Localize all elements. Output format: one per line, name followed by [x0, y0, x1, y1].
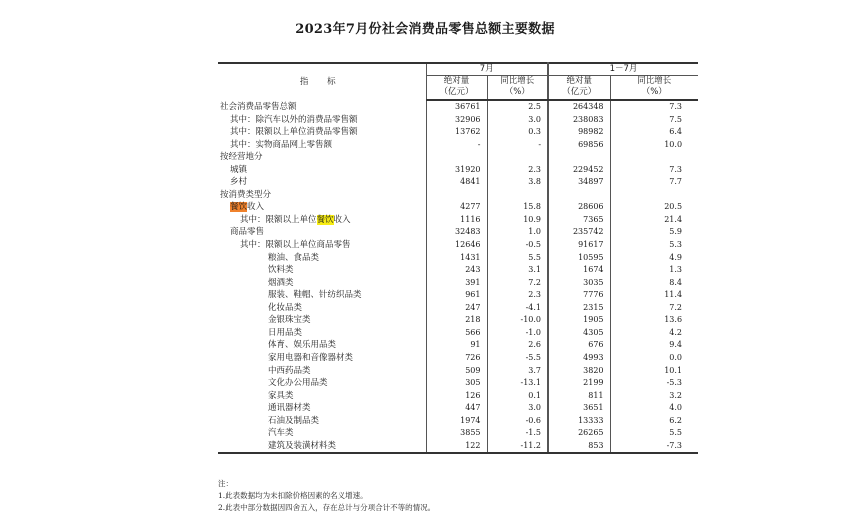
table-row	[218, 314, 698, 327]
ytd-group-header: 1－7月	[548, 63, 698, 76]
row-label: 其中：实物商品网上零售额	[218, 139, 426, 152]
table-row	[218, 239, 698, 252]
ytd-abs-cell: 3651	[548, 402, 610, 415]
table-row	[218, 114, 698, 127]
table-row	[218, 226, 698, 239]
table-body	[218, 100, 698, 453]
row-label: 通讯器材类	[218, 402, 426, 415]
month-group-header: 7月	[426, 63, 548, 76]
month-yoy-cell: 3.7	[487, 364, 548, 377]
month-yoy-cell: 3.8	[487, 176, 548, 189]
search-highlight: 餐饮	[316, 214, 334, 225]
month-abs-cell: 32906	[426, 114, 487, 127]
month-yoy-cell	[487, 189, 548, 202]
month-abs-cell: 36761	[426, 100, 487, 114]
month-abs-cell: 566	[426, 327, 487, 340]
month-abs-cell: 3855	[426, 427, 487, 440]
month-abs-cell: 447	[426, 402, 487, 415]
month-abs-cell: 1974	[426, 415, 487, 428]
label-text: 其中：限额以上单位	[240, 214, 317, 225]
ytd-abs-cell: 853	[548, 440, 610, 454]
ytd-yoy-cell: 3.2	[669, 390, 683, 400]
ytd-abs-cell	[548, 189, 610, 202]
row-label: 按经营地分	[218, 151, 426, 164]
notes-heading: 注：	[218, 479, 233, 488]
table-row	[218, 402, 698, 415]
ytd-abs-cell: 28606	[548, 201, 610, 214]
table-row	[218, 201, 698, 214]
row-label: 化妆品类	[218, 302, 426, 315]
month-yoy-cell: -11.2	[487, 440, 548, 454]
footnotes	[218, 478, 435, 514]
row-label: 金银珠宝类	[218, 314, 426, 327]
month-abs-cell: 4841	[426, 176, 487, 189]
retail-sales-table	[218, 62, 698, 454]
ytd-abs-cell: 1905	[548, 314, 610, 327]
row-label: 粮油、食品类	[218, 252, 426, 265]
table-row	[218, 264, 698, 277]
ytd-abs-cell: 1674	[548, 264, 610, 277]
ytd-abs-cell: 69856	[548, 139, 610, 152]
ytd-abs-cell: 10595	[548, 252, 610, 265]
month-yoy-cell: -1.5	[487, 427, 548, 440]
month-abs-cell: 13762	[426, 126, 487, 139]
month-abs-cell: 509	[426, 364, 487, 377]
ytd-yoy-cell: 5.3	[669, 240, 683, 250]
month-abs-cell: 1116	[426, 214, 487, 227]
month-abs-cell: 247	[426, 302, 487, 315]
ytd-abs-cell: 235742	[548, 226, 610, 239]
month-yoy-cell: 10.9	[487, 214, 548, 227]
row-label: 其中：除汽车以外的消费品零售额	[218, 114, 426, 127]
row-label	[218, 214, 426, 227]
ytd-abs-cell: 3035	[548, 277, 610, 290]
ytd-abs-cell: 7365	[548, 214, 610, 227]
row-label: 日用品类	[218, 327, 426, 340]
table-row	[218, 427, 698, 440]
row-label: 按消费类型分	[218, 189, 426, 202]
ytd-yoy-cell: 7.3	[669, 102, 683, 112]
ytd-abs-cell: 811	[548, 390, 610, 403]
row-label: 文化办公用品类	[218, 377, 426, 390]
month-abs-cell: 126	[426, 390, 487, 403]
month-abs-cell: 122	[426, 440, 487, 454]
month-abs-cell: 961	[426, 289, 487, 302]
month-yoy-cell: -	[487, 139, 548, 152]
table-row	[218, 390, 698, 403]
row-label	[218, 201, 426, 214]
month-abs-cell: 91	[426, 339, 487, 352]
month-abs-cell: 31920	[426, 164, 487, 177]
month-yoy-cell: 3.0	[487, 114, 548, 127]
table-row	[218, 339, 698, 352]
table-row	[218, 126, 698, 139]
month-yoy-cell: 15.8	[487, 201, 548, 214]
ytd-abs-cell: 4993	[548, 352, 610, 365]
ytd-abs-cell: 229452	[548, 164, 610, 177]
ytd-abs-cell: 676	[548, 339, 610, 352]
ytd-yoy-cell: 6.2	[669, 415, 683, 425]
ytd-yoy-cell: 10.0	[664, 139, 683, 149]
indicator-header: 指 标	[218, 63, 426, 100]
table-row	[218, 277, 698, 290]
table-row	[218, 252, 698, 265]
row-label: 商品零售	[218, 226, 426, 239]
row-label: 其中：限额以上单位消费品零售额	[218, 126, 426, 139]
ytd-abs-cell: 264348	[548, 100, 610, 114]
table-row	[218, 289, 698, 302]
month-yoy-cell	[487, 151, 548, 164]
ytd-abs-cell: 2315	[548, 302, 610, 315]
month-abs-cell: -	[426, 139, 487, 152]
ytd-abs-cell: 34897	[548, 176, 610, 189]
table-row	[218, 164, 698, 177]
month-yoy-cell: -10.0	[487, 314, 548, 327]
month-yoy-cell: -0.6	[487, 415, 548, 428]
table-row	[218, 139, 698, 152]
month-abs-cell: 305	[426, 377, 487, 390]
table-row	[218, 189, 698, 202]
ytd-yoy-cell: 0.0	[669, 352, 683, 362]
month-yoy-cell: 3.0	[487, 402, 548, 415]
ytd-yoy-cell: 10.1	[664, 365, 683, 375]
search-highlight: 餐饮	[230, 202, 248, 213]
table-row	[218, 302, 698, 315]
row-label: 烟酒类	[218, 277, 426, 290]
ytd-yoy-cell: 7.3	[669, 164, 683, 174]
month-yoy-cell: 5.5	[487, 252, 548, 265]
row-label: 乡村	[218, 176, 426, 189]
month-yoy-cell: 0.3	[487, 126, 548, 139]
ytd-yoy-cell: 4.9	[669, 252, 683, 262]
label-text: 收入	[333, 214, 351, 225]
ytd-abs-cell	[548, 151, 610, 164]
row-label: 其中：限额以上单位商品零售	[218, 239, 426, 252]
month-yoy-cell: -4.1	[487, 302, 548, 315]
month-abs-cell: 4277	[426, 201, 487, 214]
month-abs-cell: 243	[426, 264, 487, 277]
month-yoy-cell: 0.1	[487, 390, 548, 403]
month-abs-cell: 218	[426, 314, 487, 327]
table-row	[218, 214, 698, 227]
page-title: 2023年7月份社会消费品零售总额主要数据	[295, 22, 555, 37]
table-row	[218, 327, 698, 340]
ytd-yoy-cell: 20.5	[664, 202, 683, 212]
table-row	[218, 176, 698, 189]
ytd-abs-cell: 2199	[548, 377, 610, 390]
ytd-yoy-cell: 13.6	[664, 315, 683, 325]
ytd-abs-cell: 91617	[548, 239, 610, 252]
month-yoy-cell: 2.3	[487, 289, 548, 302]
ytd-yoy-cell	[610, 151, 698, 164]
ytd-yoy-cell: 5.5	[669, 428, 683, 438]
ytd-yoy-cell: 9.4	[669, 340, 683, 350]
ytd-yoy-header: 同比增长 （%）	[610, 76, 698, 101]
table-row	[218, 352, 698, 365]
row-label: 家具类	[218, 390, 426, 403]
ytd-yoy-cell: 4.0	[669, 403, 683, 413]
note-item: 2.此表中部分数据因四舍五入，存在总计与分项合计不等的情况。	[218, 503, 436, 512]
ytd-abs-cell: 98982	[548, 126, 610, 139]
month-abs-cell: 1431	[426, 252, 487, 265]
table-row	[218, 415, 698, 428]
month-abs-cell: 726	[426, 352, 487, 365]
ytd-yoy-cell: 1.3	[669, 265, 683, 275]
ytd-abs-cell: 13333	[548, 415, 610, 428]
month-abs-cell: 12646	[426, 239, 487, 252]
month-yoy-cell: -1.0	[487, 327, 548, 340]
ytd-yoy-cell: 6.4	[669, 127, 683, 137]
ytd-yoy-cell: 4.2	[669, 327, 683, 337]
ytd-abs-cell: 3820	[548, 364, 610, 377]
month-yoy-cell: 2.5	[487, 100, 548, 114]
ytd-yoy-cell: 11.4	[664, 290, 683, 300]
row-label: 中西药品类	[218, 364, 426, 377]
row-label: 城镇	[218, 164, 426, 177]
month-yoy-cell: 2.3	[487, 164, 548, 177]
row-label: 体育、娱乐用品类	[218, 339, 426, 352]
ytd-abs-header: 绝对量 （亿元）	[548, 76, 610, 101]
ytd-yoy-cell: 7.2	[669, 302, 683, 312]
ytd-abs-cell: 7776	[548, 289, 610, 302]
month-yoy-cell: 3.1	[487, 264, 548, 277]
month-yoy-header: 同比增长 （%）	[487, 76, 548, 101]
month-yoy-cell: -0.5	[487, 239, 548, 252]
month-abs-header: 绝对量 （亿元）	[426, 76, 487, 101]
month-yoy-cell: -5.5	[487, 352, 548, 365]
ytd-yoy-cell: -7.3	[610, 440, 698, 454]
month-yoy-cell: 1.0	[487, 226, 548, 239]
ytd-yoy-cell: 5.9	[669, 227, 683, 237]
ytd-yoy-cell: 8.4	[669, 277, 683, 287]
ytd-yoy-cell: -5.3	[666, 378, 683, 388]
row-label: 饮料类	[218, 264, 426, 277]
label-text: 收入	[247, 202, 265, 213]
month-abs-cell: 32483	[426, 226, 487, 239]
ytd-yoy-cell: 7.7	[669, 177, 683, 187]
note-item: 1.此表数据均为未扣除价格因素的名义增速。	[218, 491, 368, 500]
row-label: 社会消费品零售总额	[218, 100, 426, 114]
table-row	[218, 364, 698, 377]
ytd-yoy-cell: 7.5	[669, 114, 683, 124]
month-yoy-cell: 2.6	[487, 339, 548, 352]
table-row	[218, 100, 698, 114]
table-row	[218, 440, 698, 454]
month-abs-cell	[426, 151, 487, 164]
ytd-abs-cell: 4305	[548, 327, 610, 340]
month-yoy-cell: 7.2	[487, 277, 548, 290]
ytd-abs-cell: 238083	[548, 114, 610, 127]
month-abs-cell	[426, 189, 487, 202]
ytd-abs-cell: 26265	[548, 427, 610, 440]
ytd-yoy-cell	[610, 189, 698, 202]
table-row	[218, 151, 698, 164]
row-label: 建筑及装潢材料类	[218, 440, 426, 454]
month-yoy-cell: -13.1	[487, 377, 548, 390]
ytd-yoy-cell: 21.4	[664, 214, 683, 224]
table-row	[218, 377, 698, 390]
month-abs-cell: 391	[426, 277, 487, 290]
row-label: 汽车类	[218, 427, 426, 440]
row-label: 家用电器和音像器材类	[218, 352, 426, 365]
row-label: 服装、鞋帽、针纺织品类	[218, 289, 426, 302]
row-label: 石油及制品类	[218, 415, 426, 428]
